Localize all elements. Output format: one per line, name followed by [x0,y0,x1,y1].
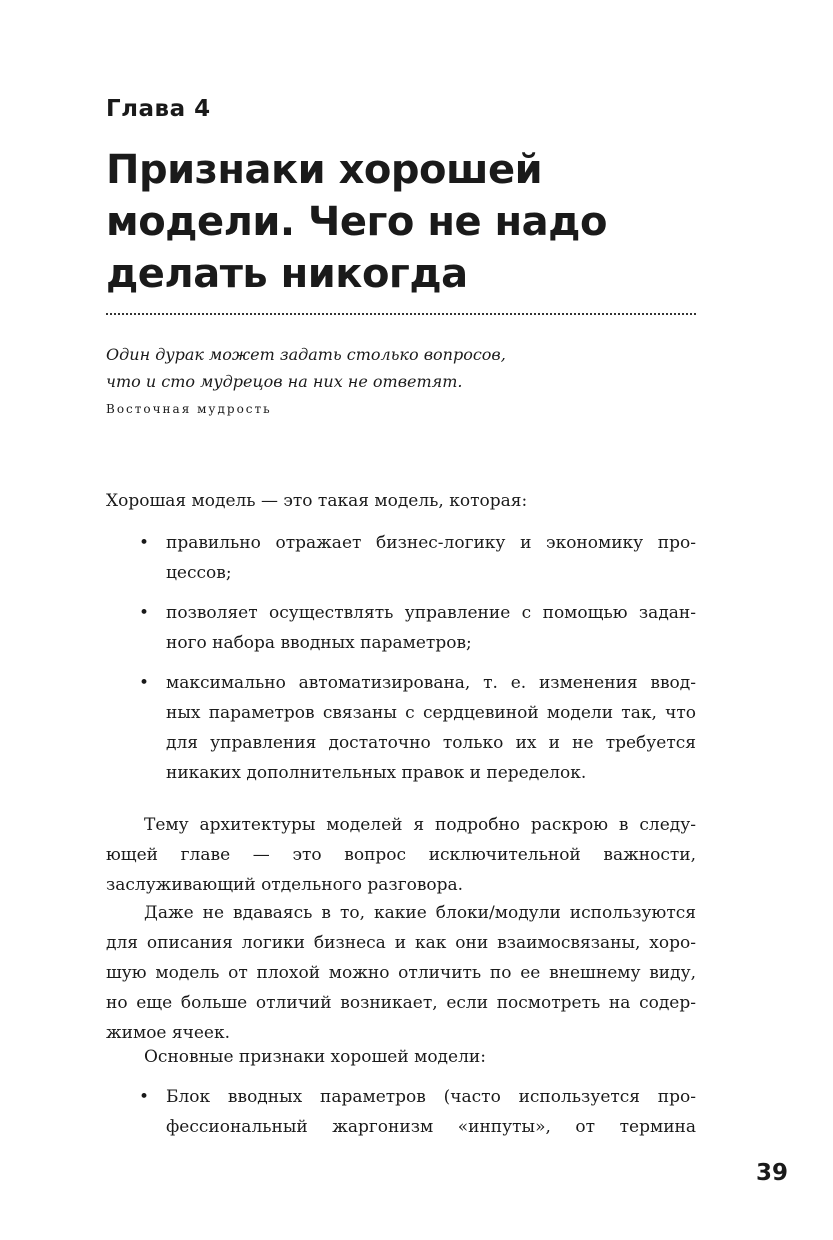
good-model-list [106,528,696,788]
signs-list [106,1082,696,1142]
text-line: правильно отражает бизнес-логику и экономику про- [166,533,696,553]
list-item [106,528,696,588]
chapter-title-line: Признаки хорошей [106,147,543,193]
text-line: жимое ячеек. [106,1023,231,1043]
epigraph-line: Один дурак может задать столько вопросов, [106,345,506,364]
text-line: никаких дополнительных правок и переделок. [166,763,587,783]
text-line: Блок вводных параметров (часто используется про- [166,1087,696,1107]
text-line: заслуживающий отдельного разговора. [106,875,464,895]
text-line: Основные признаки хорошей модели: [144,1047,486,1067]
intro-paragraph [106,486,696,516]
paragraph-appearance [106,898,696,1048]
text-line: для описания логики бизнеса и как они взаимосвязаны, хоро- [106,933,696,953]
chapter-title-line: модели. Чего не надо [106,199,607,245]
list-item [106,1082,696,1142]
list-item [106,598,696,658]
chapter-title [106,144,706,300]
dotted-divider [106,313,696,315]
text-line: позволяет осуществлять управление с помощью задан- [166,603,696,623]
text-line: для управления достаточно только их и не требуется [166,733,696,753]
text-line: ного набора вводных параметров; [166,633,472,653]
text-line: цессов; [166,563,232,583]
paragraph-signs-intro [106,1042,696,1072]
chapter-label: Глава 4 [106,96,211,122]
epigraph-source: Восточная мудрость [106,402,272,416]
text-line: Даже не вдаваясь в то, какие блоки/модули используются [144,903,696,923]
bullet-icon: • [139,1087,150,1107]
list-item [106,668,696,788]
text-line: Хорошая модель — это такая модель, которая: [106,491,528,511]
text-line: ных параметров связаны с сердцевиной модели так, что [166,703,696,723]
epigraph [106,341,506,395]
bullet-icon: • [139,673,150,693]
text-line: максимально автоматизирована, т. е. изменения ввод- [166,673,696,693]
text-line: ющей главе — это вопрос исключительной важности, [106,845,696,865]
text-line: но еще больше отличий возникает, если посмотреть на содер- [106,993,696,1013]
bullet-icon: • [139,603,150,623]
text-line: фессиональный жаргонизм «инпуты», от термина [166,1117,696,1137]
epigraph-line: что и сто мудрецов на них не ответят. [106,372,463,391]
bullet-icon: • [139,533,150,553]
paragraph-architecture [106,810,696,900]
text-line: шую модель от плохой можно отличить по ее внешнему виду, [106,963,696,983]
chapter-title-line: делать никогда [106,251,468,297]
text-line: Тему архитектуры моделей я подробно раскрою в следу- [144,815,696,835]
page-number: 39 [755,1160,788,1186]
